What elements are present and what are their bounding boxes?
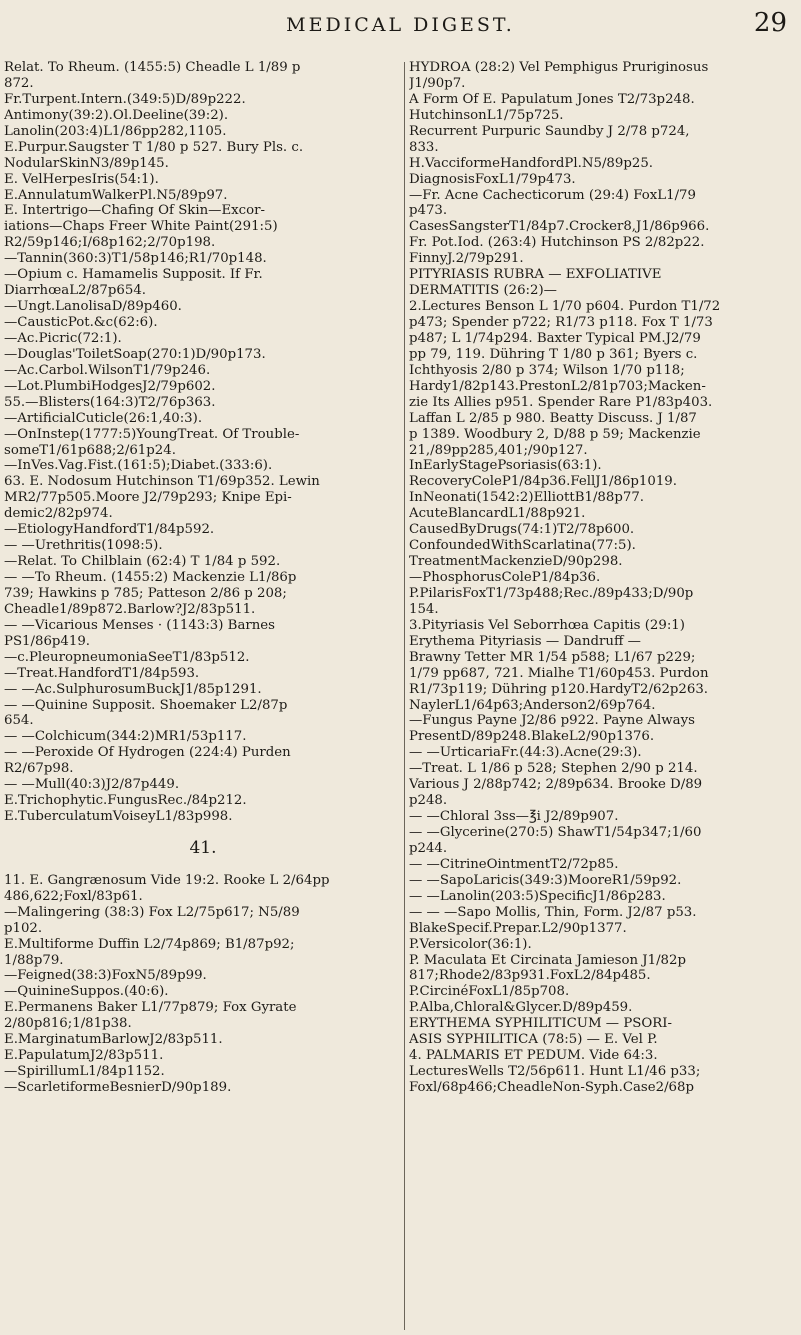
index-line: —Douglas'ToiletSoap(270:1)D/90p173.	[4, 346, 266, 362]
index-line: HYDROA (28:2) Vel Pemphigus Pruriginosus	[409, 60, 709, 75]
index-line: P.PilarisFoxT1/73p488;Rec./89p433;D/90p	[409, 585, 694, 601]
index-line: DERMATITIS (26:2)—	[409, 283, 557, 299]
index-line: Erythema Pityriasis — Dandruff —	[409, 633, 641, 649]
index-line: p473; Spender p722; R1/73 p118. Fox T 1/73	[409, 315, 713, 330]
index-line: Recurrent Purpuric Saundby J 2/78 p724,	[409, 123, 690, 139]
index-line: ConfoundedWithScarlatina(77:5).	[409, 538, 636, 554]
index-line: NodularSkinN3/89p145.	[4, 155, 169, 171]
index-line: H.VacciformeHandfordPl.N5/89p25.	[409, 155, 654, 171]
index-line: E.TuberculatumVoiseyL1/83p998.	[4, 809, 233, 825]
index-line: —InVes.Vag.Fist.(161:5);Diabet.(333:6).	[4, 458, 273, 474]
index-line: — —Colchicum(344:2)MR1/53p117.	[4, 729, 247, 745]
index-line: —Opium c. Hamamelis Supposit. If Fr.	[4, 267, 263, 283]
index-line: 4. PALMARIS ET PEDUM. Vide 64:3.	[409, 1048, 658, 1064]
index-line: PresentD/89p248.BlakeL2/90p1376.	[409, 729, 655, 745]
index-line: R1/73p119; Dühring p120.HardyT2/62p263.	[409, 681, 709, 697]
index-line: 3.Pityriasis Vel Seborrhœa Capitis (29:1)	[409, 617, 685, 633]
index-line: P.Versicolor(36:1).	[409, 936, 532, 952]
index-line: FinnyJ.2/79p291.	[409, 251, 524, 267]
index-line: —ScarletiformeBesnierD/90p189.	[4, 1080, 232, 1095]
index-line: AcuteBlancardL1/88p921.	[409, 506, 586, 522]
index-line: 1/79 pp687, 721. Mialhe T1/60p453. Purdon	[409, 665, 709, 681]
index-line: p102.	[4, 920, 43, 936]
index-line: E.PapulatumJ2/83p511.	[4, 1048, 164, 1064]
index-line: —Lot.PlumbiHodgesJ2/79p602.	[4, 378, 216, 394]
index-line: InEarlyStagePsoriasis(63:1).	[409, 458, 602, 474]
index-line: 154.	[409, 601, 439, 617]
index-line: — —Lanolin(203:5)SpecificJ1/86p283.	[409, 888, 666, 904]
page-header	[0, 6, 801, 40]
index-line: R2/59p146;I/68p162;2/70p198.	[4, 235, 216, 251]
index-line: P.Alba,Chloral&Glycer.D/89p459.	[409, 1000, 633, 1016]
index-line: —Tannin(360:3)T1/58p146;R1/70p148.	[4, 251, 267, 267]
index-line: 654.	[4, 713, 34, 729]
right-text-column	[409, 60, 799, 1096]
index-line: Laffan L 2/85 p 980. Beatty Discuss. J 1/87	[409, 410, 697, 426]
index-line: Hardy1/82p143.PrestonL2/81p703;Macken-	[409, 378, 706, 394]
index-line: Fr.Turpent.Intern.(349:5)D/89p222.	[4, 91, 246, 107]
index-line: — —UrticariaFr.(44:3).Acne(29:3).	[409, 745, 642, 761]
index-line: —Feigned(38:3)FoxN5/89p99.	[4, 968, 207, 984]
index-line: —Fr. Acne Cachecticorum (29:4) FoxL1/79	[409, 187, 696, 203]
index-line: 21,/89pp285,401;/90p127.	[409, 442, 588, 458]
index-line: —Malingering (38:3) Fox L2/75p617; N5/89	[4, 904, 300, 920]
index-line: — —Peroxide Of Hydrogen (224:4) Purden	[4, 745, 291, 761]
running-title: MEDICAL DIGEST.	[286, 14, 515, 36]
index-line: 2/80p816;1/81p38.	[4, 1016, 132, 1032]
index-line: p473.	[409, 203, 448, 219]
index-line: —CausticPot.&c(62:6).	[4, 315, 158, 330]
index-line: —Relat. To Chilblain (62:4) T 1/84 p 592.	[4, 554, 281, 570]
index-line: —Treat. L 1/86 p 528; Stephen 2/90 p 214.	[409, 761, 698, 777]
index-line: ERYTHEMA SYPHILITICUM — PSORI-	[409, 1016, 673, 1032]
index-line: 55.—Blisters(164:3)T2/76p363.	[4, 394, 216, 410]
index-line: E. Intertrigo—Chafing Of Skin—Excor-	[4, 203, 265, 219]
index-line: PS1/86p419.	[4, 633, 91, 649]
left-text-column	[4, 60, 402, 1096]
index-line: InNeonati(1542:2)ElliottB1/88p77.	[409, 490, 645, 506]
index-line: 2.Lectures Benson L 1/70 p604. Purdon T1/72	[409, 299, 721, 315]
index-line: 817;Rhode2/83p931.FoxL2/84p485.	[409, 968, 651, 984]
index-line: CausedByDrugs(74:1)T2/78p600.	[409, 522, 635, 538]
index-line: —QuinineSuppos.(40:6).	[4, 984, 169, 1000]
index-line: Various J 2/88p742; 2/89p634. Brooke D/89	[409, 777, 703, 793]
index-line: —Fungus Payne J2/86 p922. Payne Always	[409, 713, 695, 729]
index-line: — — —Sapo Mollis, Thin, Form. J2/87 p53.	[409, 904, 697, 920]
index-line: MR2/77p505.Moore J2/79p293; Knipe Epi-	[4, 490, 292, 506]
index-line: Brawny Tetter MR 1/54 p588; L1/67 p229;	[409, 649, 696, 665]
index-line: someT1/61p688;2/61p24.	[4, 442, 176, 458]
index-line: p 1389. Woodbury 2, D/88 p 59; Mackenzie	[409, 426, 701, 442]
index-line: BlakeSpecif.Prepar.L2/90p1377.	[409, 920, 627, 936]
index-line: E.Multiforme Duffin L2/74p869; B1/87p92;	[4, 936, 295, 952]
section-number: 41.	[189, 837, 217, 858]
index-line: Antimony(39:2).Ol.Deeline(39:2).	[4, 107, 229, 123]
index-line: — —Chloral 3ss—℥i J2/89p907.	[409, 809, 619, 825]
index-line: —Treat.HandfordT1/84p593.	[4, 665, 200, 681]
index-line: —Ac.Picric(72:1).	[4, 330, 122, 346]
index-line: — —Vicarious Menses · (1143:3) Barnes	[4, 617, 275, 633]
index-line: Fr. Pot.Iod. (263:4) Hutchinson PS 2/82p22.	[409, 235, 705, 251]
index-line: LecturesWells T2/56p611. Hunt L1/46 p33;	[409, 1064, 701, 1080]
index-line: DiarrhœaL2/87p654.	[4, 283, 147, 299]
index-line: — —SapoLaricis(349:3)MooreR1/59p92.	[409, 872, 682, 888]
index-line: — —CitrineOintmentT2/72p85.	[409, 856, 619, 872]
index-line: Cheadle1/89p872.Barlow?J2/83p511.	[4, 601, 256, 617]
index-line: Foxl/68p466;CheadleNon-Syph.Case2/68p	[409, 1080, 694, 1095]
index-line: —PhosphorusColeP1/84p36.	[409, 570, 601, 585]
index-line: 63. E. Nodosum Hutchinson T1/69p352. Lewin	[4, 474, 320, 490]
index-line: E.MarginatumBarlowJ2/83p511.	[4, 1032, 223, 1048]
index-line: 1/88p79.	[4, 952, 64, 968]
index-line: J1/90p7.	[409, 75, 466, 91]
index-line: 833.	[409, 139, 439, 155]
index-line: — —Mull(40:3)J2/87p449.	[4, 777, 180, 793]
index-line: Relat. To Rheum. (1455:5) Cheadle L 1/89 p	[4, 60, 301, 75]
index-line: — —Ac.SulphurosumBuckJ1/85p1291.	[4, 681, 262, 697]
index-line: E. VelHerpesIris(54:1).	[4, 171, 159, 187]
index-line: p244.	[409, 840, 448, 856]
index-line: —Ungt.LanolisaD/89p460.	[4, 299, 182, 315]
index-line: 486,622;Foxl/83p61.	[4, 888, 143, 904]
index-line: —ArtificialCuticle(26:1,40:3).	[4, 410, 203, 426]
index-line: Ichthyosis 2/80 p 374; Wilson 1/70 p118;	[409, 362, 685, 378]
index-line: zie Its Allies p951. Spender Rare P1/83p403.	[409, 394, 713, 410]
index-line: demic2/82p974.	[4, 506, 113, 522]
index-line: — —Glycerine(270:5) ShawT1/54p347;1/60	[409, 825, 702, 840]
index-line: E.Trichophytic.FungusRec./84p212.	[4, 793, 247, 809]
index-line: HutchinsonL1/75p725.	[409, 107, 564, 123]
index-line: 739; Hawkins p 785; Patteson 2/86 p 208;	[4, 585, 287, 601]
index-line: E.Permanens Baker L1/77p879; Fox Gyrate	[4, 1000, 297, 1016]
index-line: E.Purpur.Saugster T 1/80 p 527. Bury Pls. c.	[4, 139, 304, 155]
index-line	[4, 857, 402, 873]
index-line: Lanolin(203:4)L1/86pp282,1105.	[4, 123, 227, 139]
index-line: p248.	[409, 793, 448, 809]
index-line: NaylerL1/64p63;Anderson2/69p764.	[409, 697, 656, 713]
index-line: p487; L 1/74p294. Baxter Typical PM.J2/79	[409, 330, 701, 346]
index-line: —OnInstep(1777:5)YoungTreat. Of Trouble-	[4, 426, 300, 442]
index-line: CasesSangsterT1/84p7.Crocker8,J1/86p966.	[409, 219, 710, 235]
index-line: DiagnosisFoxL1/79p473.	[409, 171, 576, 187]
index-line: — —Quinine Supposit. Shoemaker L2/87p	[4, 697, 288, 713]
index-line: E.AnnulatumWalkerPl.N5/89p97.	[4, 187, 228, 203]
index-line: P. Maculata Et Circinata Jamieson J1/82p	[409, 952, 686, 968]
index-line: 872.	[4, 75, 34, 91]
index-line: P.CircinéFoxL1/85p708.	[409, 984, 570, 1000]
index-line: 11. E. Gangrænosum Vide 19:2. Rooke L 2/64pp	[4, 872, 330, 888]
index-line: —SpirillumL1/84p1152.	[4, 1064, 165, 1080]
index-line: R2/67p98.	[4, 761, 74, 777]
index-line: PITYRIASIS RUBRA — EXFOLIATIVE	[409, 267, 662, 283]
index-line: — —To Rheum. (1455:2) Mackenzie L1/86p	[4, 570, 297, 585]
index-line: — —Urethritis(1098:5).	[4, 538, 163, 554]
index-line: —EtiologyHandfordT1/84p592.	[4, 522, 215, 538]
index-line: iations—Chaps Freer White Paint(291:5)	[4, 219, 278, 235]
index-line: —Ac.Carbol.WilsonT1/79p246.	[4, 362, 211, 378]
index-line: —c.PleuropneumoniaSeeT1/83p512.	[4, 649, 250, 665]
index-line: RecoveryColeP1/84p36.FellJ1/86p1019.	[409, 474, 677, 490]
index-line: A Form Of E. Papulatum Jones T2/73p248.	[409, 91, 695, 107]
column-divider	[404, 62, 405, 1330]
page-number: 29	[753, 8, 787, 38]
index-line: TreatmentMackenzieD/90p298.	[409, 554, 623, 570]
index-line: pp 79, 119. Dühring T 1/80 p 361; Byers c.	[409, 346, 698, 362]
index-line: ASIS SYPHILITICA (78:5) — E. Vel P.	[409, 1032, 658, 1048]
